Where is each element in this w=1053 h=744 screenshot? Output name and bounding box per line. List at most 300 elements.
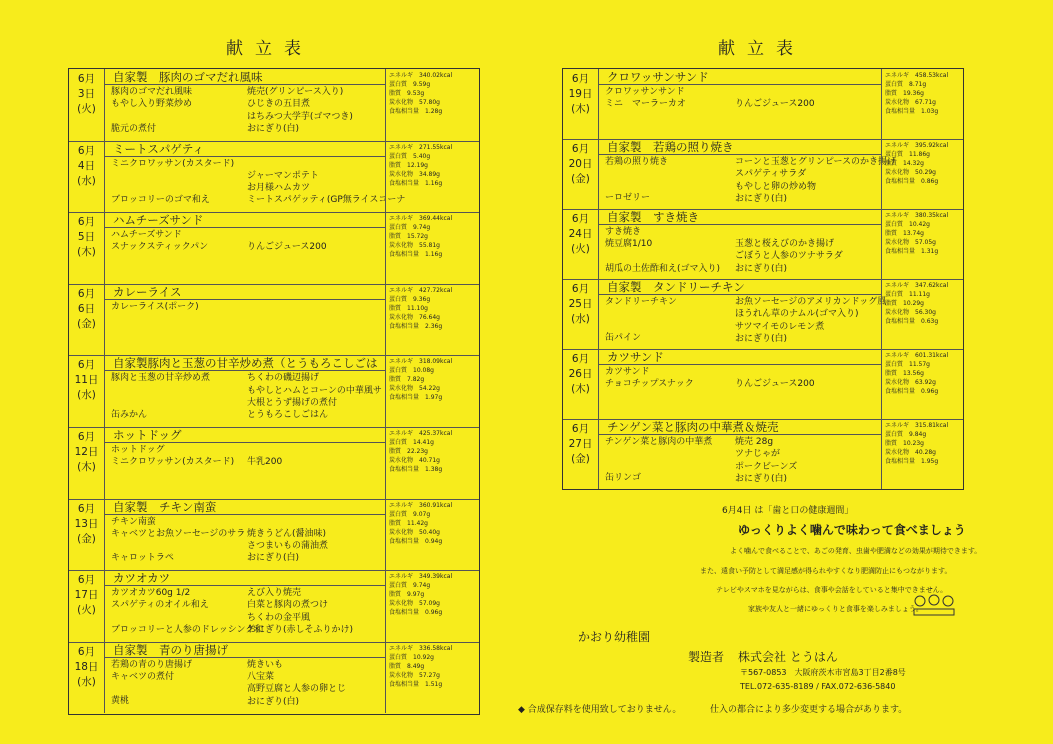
nutrition-box [385, 499, 479, 571]
nutrition-box [385, 642, 479, 714]
menu-items-col2 [735, 86, 815, 110]
menu-items-col1 [111, 516, 245, 565]
nutrition-line: エネルギ 315.81kcal [885, 422, 949, 429]
nutrition-line: エネルギ 601.31kcal [885, 352, 949, 359]
menu-item: えび入り焼売 [247, 588, 302, 599]
menu-date-part: 19日 [568, 88, 593, 100]
menu-item: 大根とうず揚げの煮付 [247, 397, 338, 408]
menu-title: クロワッサンサンド [599, 69, 881, 85]
nutrition-box [881, 69, 963, 139]
menu-title: カツサンド [599, 349, 881, 365]
menu-row [563, 69, 963, 140]
menu-row [563, 209, 963, 280]
menu-date-part: 6月 [77, 359, 96, 372]
menu-title: ハムチーズサンド [105, 212, 385, 228]
maker-name: 株式会社 とうはん [738, 650, 838, 664]
nutrition-line: 食塩相当量 2.36g [389, 322, 443, 330]
menu-title: カツオカツ [105, 570, 385, 586]
nutrition-line: 蛋白質 9.07g [389, 510, 431, 518]
nutrition-line: 食塩相当量 0.96g [885, 388, 939, 395]
nutrition-line: 食塩相当量 0.63g [885, 318, 939, 325]
menu-items-col2 [735, 226, 843, 275]
menu-date-part: 6月 [77, 73, 96, 85]
menu-items-col2 [735, 296, 886, 345]
nutrition-box [385, 69, 479, 141]
menu-item: ーロゼリー [605, 193, 651, 204]
menu-items-col1 [605, 86, 686, 111]
nutrition-line: 炭水化物 56.30g [885, 309, 936, 316]
nutrition-line: 蛋白質 11.86g [885, 151, 930, 158]
nutrition-line: 炭水化物 57.27g [389, 671, 440, 679]
menu-items-col2 [247, 444, 282, 468]
menu-item: ミートスパゲッティ(GP無ライスコーナ [247, 195, 406, 206]
menu-item: スパゲティのオイル和え [111, 600, 209, 611]
nutrition-line: 食塩相当量 1.16g [389, 179, 443, 187]
nutrition-line: 炭水化物 54.22g [389, 385, 440, 393]
menu-title: ホットドッグ [105, 427, 385, 443]
menu-row [69, 69, 479, 142]
menu-date [563, 139, 599, 209]
nutrition-line: 脂質 9.53g [389, 90, 425, 97]
nutrition-box [881, 209, 963, 279]
menu-item: ホットドッグ [111, 445, 165, 455]
menu-item: お月様ハムカツ [247, 182, 311, 193]
menu-date [563, 279, 599, 349]
menu-date-part: 6月 [77, 645, 96, 658]
nutrition-line: 蛋白質 10.42g [885, 221, 930, 228]
menu-item: はちみつ大学芋(ゴマつき) [247, 111, 353, 122]
notice-body-3: テレビやスマホを見ながらは、食事や会話をしていると集中できません。 [716, 586, 948, 594]
menu-title: 自家製 豚肉のゴマだれ風味 [105, 69, 385, 85]
nutrition-line: 脂質 11.10g [389, 304, 428, 312]
menu-item: チョコチップスナック [605, 379, 694, 390]
menu-date [69, 499, 105, 571]
nutrition-line: 蛋白質 14.41g [389, 439, 434, 446]
menu-date-part: (水) [77, 675, 96, 688]
menu-item: りんごジュース200 [735, 99, 815, 109]
nutrition-line: 脂質 15.72g [389, 233, 428, 241]
menu-row [69, 355, 479, 428]
menu-date-part: 17日 [74, 589, 99, 602]
menu-item: 八宝菜 [247, 672, 275, 683]
nutrition-box [385, 284, 479, 356]
nutrition-line: エネルギ 427.72kcal [389, 286, 453, 294]
nutrition-line: 食塩相当量 0.96g [389, 609, 443, 617]
menu-item: おにぎり(白) [247, 696, 300, 707]
menu-item: ポークビーンズ [735, 461, 798, 472]
menu-items-col1 [111, 659, 192, 708]
menu-date [563, 419, 599, 489]
menu-item: おにぎり(白) [247, 553, 300, 564]
menu-item: 高野豆腐と人参の卵とじ [247, 684, 347, 695]
menu-item: 黄桃 [111, 696, 130, 707]
menu-row [69, 642, 479, 714]
menu-item [605, 448, 712, 460]
menu-row [69, 141, 479, 214]
menu-date-part: (水) [77, 389, 96, 402]
menu-items-col2 [247, 659, 346, 708]
menu-date-part: (金) [77, 317, 96, 330]
menu-row [563, 139, 963, 210]
nutrition-line: 蛋白質 10.08g [389, 367, 434, 375]
menu-date-part: 6月 [571, 423, 590, 435]
nutrition-line: 炭水化物 50.29g [885, 169, 936, 176]
menu-date-part: 6月 [571, 283, 590, 295]
nutrition-line: 炭水化物 40.28g [885, 449, 936, 456]
nutrition-line: 食塩相当量 1.03g [885, 108, 939, 115]
menu-item: 焼きうどん(醤油味) [247, 528, 327, 539]
menu-item [247, 229, 327, 241]
nutrition-line: エネルギ 425.37kcal [389, 430, 453, 437]
menu-date-part: 27日 [568, 438, 593, 450]
nutrition-line: 脂質 7.82g [389, 376, 425, 384]
nutrition-line: 蛋白質 9.84g [885, 431, 927, 438]
nutrition-box [385, 141, 479, 213]
menu-date [69, 642, 105, 714]
nutrition-line: 炭水化物 55.81g [389, 242, 440, 250]
menu-date-part: (火) [571, 243, 590, 255]
menu-item: ブロッコリーのゴマ和え [111, 194, 210, 205]
menu-item [247, 444, 282, 456]
menu-items-col2 [735, 156, 896, 205]
nutrition-line: エネルギ 271.55kcal [389, 143, 453, 151]
menu-item: ツナじゃが [735, 449, 781, 460]
menu-item: すき焼き [605, 227, 642, 237]
nutrition-line: 脂質 13.74g [885, 230, 924, 237]
menu-item: 玉葱と桜えびのかき揚げ [735, 239, 835, 249]
menu-date-part: (金) [571, 173, 590, 185]
menu-item: 焼きいも [247, 659, 284, 670]
menu-date-part: 25日 [568, 298, 593, 310]
menu-item: チキン南蛮 [111, 516, 156, 527]
menu-title: 自家製豚肉と玉葱の甘辛炒め煮（とうもろこしごは [105, 355, 385, 371]
menu-date-part: 12日 [74, 446, 99, 458]
menu-item: 缶リンゴ [605, 473, 642, 484]
nutrition-line: 脂質 14.32g [885, 160, 924, 167]
menu-items-col1 [111, 229, 208, 254]
footer-note-left: ◆ 合成保存料を使用致しておりません。 [518, 705, 682, 715]
menu-item [605, 180, 668, 192]
menu-item: もやしと卵の炒め物 [735, 181, 817, 192]
menu-date-part: (木) [571, 103, 590, 115]
notice-body-1: よく噛んで食べることで、あごの発育、虫歯や肥満などの効果が期待できます。 [730, 547, 982, 555]
children-illustration [912, 592, 956, 618]
menu-item: キャベツの煮付 [111, 672, 175, 683]
maker-label: 製造者 [688, 650, 725, 664]
nutrition-line: 炭水化物 57.05g [885, 239, 936, 246]
menu-row [69, 570, 479, 643]
menu-date-part: 6月 [77, 144, 96, 157]
nutrition-line: 炭水化物 34.89g [389, 170, 440, 178]
menu-date-part: 6月 [571, 213, 590, 225]
menu-items-col2 [247, 372, 382, 421]
menu-item: ブロッコリーと人参のドレッシング和 [111, 624, 264, 635]
nutrition-line: 食塩相当量 1.51g [389, 680, 443, 688]
menu-item: ジャーマンポテト [247, 170, 319, 181]
menu-date-part: 6月 [77, 574, 96, 587]
menu-item: タンドリーチキン [605, 297, 677, 307]
menu-item: 若鶏の青のり唐揚げ [111, 659, 193, 670]
menu-item: おにぎり(白) [735, 193, 788, 204]
menu-item [605, 168, 668, 180]
nutrition-line: 脂質 10.23g [885, 440, 924, 447]
menu-item [605, 308, 677, 320]
menu-date-part: 6月 [571, 353, 590, 365]
nutrition-line: 食塩相当量 1.95g [885, 458, 939, 465]
menu-item [111, 683, 192, 695]
menu-date [563, 209, 599, 279]
menu-item: りんごジュース200 [247, 242, 327, 253]
menu-title: 自家製 若鶏の照り焼き [599, 139, 881, 155]
nutrition-line: エネルギ 395.92kcal [885, 142, 949, 149]
nutrition-box [881, 279, 963, 349]
right-menu-table [562, 68, 964, 490]
footer-note-right: 仕入の都合により多少変更する場合があります。 [710, 705, 908, 715]
menu-item [111, 385, 210, 397]
nutrition-line: 炭水化物 40.71g [389, 457, 440, 464]
menu-date-part: (水) [571, 313, 590, 325]
menu-items-col1 [111, 301, 199, 313]
menu-item: キャロットラペ [111, 553, 174, 564]
left-menu-table [68, 68, 480, 715]
menu-items-col2 [247, 86, 353, 135]
nutrition-line: 脂質 19.36g [885, 90, 924, 97]
menu-item: 胡瓜の土佐酢和え(ゴマ入り) [605, 263, 721, 274]
nutrition-box [385, 427, 479, 499]
menu-item [735, 366, 815, 378]
menu-item: ミニクロワッサン(カスタード) [111, 158, 235, 169]
menu-date-part: (火) [77, 604, 96, 617]
menu-item: 若鶏の照り焼き [605, 157, 669, 167]
notice-date: 6月4日 は「歯と口の健康週間」 [722, 506, 854, 516]
menu-items-col1 [111, 86, 192, 135]
menu-item [247, 158, 405, 170]
menu-items-col1 [111, 158, 234, 207]
menu-items-col1 [605, 296, 677, 345]
menu-item: りんごジュース200 [735, 379, 815, 389]
menu-date-part: (木) [571, 383, 590, 395]
menu-date [69, 284, 105, 356]
menu-items-col1 [111, 444, 234, 469]
menu-item [247, 516, 328, 528]
menu-date [69, 570, 105, 642]
menu-item: 白菜と豚肉の煮つけ [247, 600, 329, 611]
nutrition-line: 蛋白質 11.57g [885, 361, 930, 368]
menu-items-col2 [247, 229, 327, 253]
menu-item [111, 612, 263, 624]
menu-row [69, 284, 479, 357]
nutrition-line: 蛋白質 9.59g [389, 81, 431, 88]
menu-item: キャベツとお魚ソーセージのサラ [111, 528, 246, 539]
menu-item [111, 111, 192, 123]
menu-item: もやし入り野菜炒め [111, 99, 193, 110]
nutrition-box [385, 355, 479, 427]
menu-title: ミートスパゲティ [105, 141, 385, 157]
nutrition-line: 蛋白質 10.92g [389, 653, 434, 661]
menu-item: クロワッサンサンド [605, 87, 685, 97]
nutrition-line: 脂質 9.97g [389, 591, 425, 599]
school-name: かおり幼稚園 [578, 630, 651, 644]
menu-item: おにぎり(白) [247, 123, 300, 134]
nutrition-line: 食塩相当量 0.86g [885, 178, 939, 185]
menu-items-col1 [605, 226, 720, 275]
menu-item: お魚ソーセージのアメリカンドッグ風 [735, 297, 887, 307]
menu-item: カツオカツ60g 1/2 [111, 588, 191, 599]
menu-item: コーンと玉葱とグリンピースのかき揚げ [735, 157, 897, 167]
menu-items-col2 [247, 587, 353, 636]
menu-title: チンゲン菜と豚肉の中華煮＆焼売 [599, 419, 881, 435]
menu-item: 缶みかん [111, 409, 148, 420]
menu-title: 自家製 タンドリーチキン [599, 279, 881, 295]
menu-item: カレーライス(ポーク) [111, 301, 199, 312]
menu-date-part: 26日 [568, 368, 593, 380]
menu-date-part: 4日 [77, 159, 96, 172]
nutrition-line: 食塩相当量 1.31g [885, 248, 939, 255]
nutrition-line: エネルギ 336.58kcal [389, 644, 453, 652]
nutrition-line: 脂質 10.29g [885, 300, 924, 307]
left-title: 献立表 [226, 39, 313, 59]
menu-item: カツサンド [605, 367, 650, 377]
menu-date-part: 6月 [77, 287, 96, 300]
nutrition-line: 脂質 11.42g [389, 519, 428, 527]
menu-date-part: (金) [571, 453, 590, 465]
nutrition-line: 脂質 12.19g [389, 161, 428, 169]
nutrition-line: 蛋白質 5.40g [389, 152, 431, 160]
menu-items-col1 [111, 587, 263, 636]
nutrition-line: 蛋白質 9.74g [389, 582, 431, 590]
menu-item: おにぎり(白) [735, 473, 788, 484]
nutrition-box [881, 349, 963, 419]
menu-items-col2 [247, 158, 405, 207]
menu-item: ほうれん草のナムル(ゴマ入り) [735, 309, 859, 320]
menu-item: 焼売(グリンピース入り) [247, 87, 344, 97]
nutrition-box [881, 139, 963, 209]
menu-item: 焼売 28g [735, 437, 774, 447]
menu-items-col1 [605, 436, 712, 485]
menu-date-part: 13日 [74, 517, 99, 530]
menu-item [111, 540, 245, 552]
menu-date [69, 427, 105, 499]
menu-item [735, 226, 843, 238]
menu-title: 自家製 青のり唐揚げ [105, 642, 385, 658]
menu-item: スナックスティックパン [111, 242, 209, 253]
menu-date-part: 5日 [77, 231, 96, 244]
menu-item: ちくわの磯辺揚げ [247, 373, 320, 384]
nutrition-line: 食塩相当量 1.16g [389, 251, 443, 259]
nutrition-box [881, 419, 963, 489]
menu-date [563, 349, 599, 419]
menu-item [111, 182, 234, 194]
menu-item: スパゲティサラダ [735, 169, 807, 180]
right-title: 献立表 [718, 39, 805, 59]
menu-date-part: 6月 [77, 216, 96, 229]
nutrition-line: エネルギ 369.44kcal [389, 215, 453, 223]
menu-date-part: 6月 [77, 431, 96, 443]
menu-date-part: 20日 [568, 158, 593, 170]
nutrition-line: 炭水化物 50.40g [389, 528, 440, 536]
menu-item: サツマイモのレモン煮 [735, 321, 825, 332]
menu-title: 自家製 チキン南蛮 [105, 499, 385, 515]
menu-item [605, 460, 712, 472]
menu-item: 牛乳200 [247, 457, 283, 467]
nutrition-line: 炭水化物 57.09g [389, 600, 440, 608]
nutrition-line: エネルギ 349.39kcal [389, 573, 453, 581]
menu-date [69, 212, 105, 284]
menu-item: とうもろこしごはん [247, 410, 329, 421]
menu-item [111, 397, 210, 409]
nutrition-line: 炭水化物 67.71g [885, 99, 936, 106]
menu-date-part: 6日 [77, 302, 96, 315]
menu-items-col2 [735, 366, 815, 390]
nutrition-line: 炭水化物 76.64g [389, 313, 440, 321]
menu-row [69, 212, 479, 285]
menu-item: 豚肉と玉葱の甘辛炒め煮 [111, 373, 211, 384]
maker-address: 〒567-0853 大阪府茨木市宮島3丁目2番8号 [740, 668, 906, 677]
menu-date [69, 69, 105, 141]
menu-item [111, 170, 234, 182]
menu-date-part: (水) [77, 174, 96, 187]
menu-item: 豚肉のゴマだれ風味 [111, 87, 193, 97]
nutrition-line: エネルギ 347.62kcal [885, 282, 949, 289]
menu-item: さつまいもの蒲油煮 [247, 540, 329, 551]
menu-items-col1 [605, 156, 668, 205]
menu-date-part: (木) [77, 461, 96, 473]
menu-item: ひじきの五目煮 [247, 99, 311, 110]
menu-item: 焼豆腐1/10 [605, 239, 653, 250]
menu-item: おにぎり(白) [735, 263, 788, 274]
nutrition-line: 炭水化物 63.92g [885, 379, 936, 386]
nutrition-box [385, 570, 479, 642]
menu-item [735, 86, 815, 98]
menu-date-part: (木) [77, 246, 96, 259]
menu-item [605, 320, 677, 332]
menu-row [563, 279, 963, 350]
menu-date-part: 6月 [571, 73, 590, 85]
nutrition-line: エネルギ 340.02kcal [389, 72, 453, 79]
menu-items-col1 [605, 366, 694, 391]
nutrition-line: 脂質 22.23g [389, 448, 428, 455]
menu-item: 脆元の煮付 [111, 123, 157, 134]
menu-date-part: 3日 [77, 88, 96, 100]
menu-item: ハムチーズサンド [111, 230, 182, 241]
notice-headline: ゆっくりよく噛んで味わって食べましょう [738, 523, 966, 537]
nutrition-box [385, 212, 479, 284]
menu-item: 缶パイン [605, 333, 642, 344]
nutrition-line: 炭水化物 57.80g [389, 99, 440, 106]
menu-item: おにぎり(赤しそふりかけ) [247, 625, 354, 636]
nutrition-line: 蛋白質 8.71g [885, 81, 927, 88]
menu-date-part: 18日 [74, 660, 99, 673]
nutrition-line: 脂質 8.49g [389, 662, 425, 670]
nutrition-line: 食塩相当量 1.28g [389, 108, 443, 115]
menu-item: チンゲン菜と豚肉の中華煮 [605, 437, 713, 447]
menu-row [563, 419, 963, 489]
nutrition-line: エネルギ 458.53kcal [885, 72, 949, 79]
menu-date [69, 141, 105, 213]
menu-row [563, 349, 963, 420]
menu-row [69, 427, 479, 500]
menu-items-col2 [735, 436, 797, 485]
menu-date-part: 6月 [77, 502, 96, 515]
menu-item: ごぼうと人参のツナサラダ [735, 251, 843, 262]
menu-title: 自家製 すき焼き [599, 209, 881, 225]
menu-date-part: 11日 [74, 374, 99, 387]
menu-date-part: 24日 [568, 228, 593, 240]
nutrition-line: 蛋白質 11.11g [885, 291, 930, 298]
nutrition-line: エネルギ 380.35kcal [885, 212, 949, 219]
menu-item [605, 251, 720, 263]
menu-item: おにぎり(白) [735, 333, 788, 344]
